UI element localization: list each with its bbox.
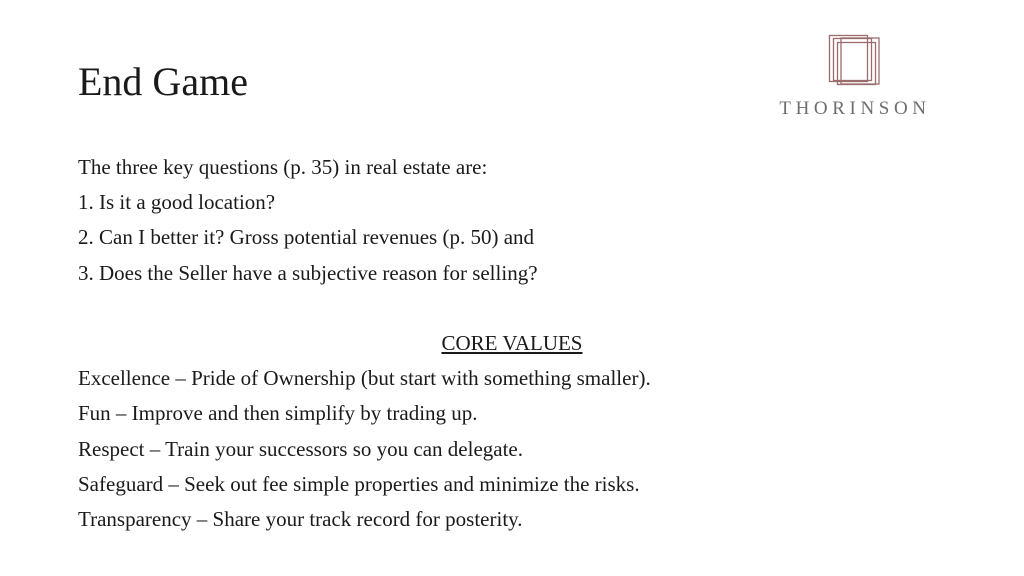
list-item-text: Can I better it? Gross potential revenues (p. 50) and [99, 225, 535, 250]
list-item [78, 185, 958, 220]
core-value-item: Respect – Train your successors so you can delegate. [78, 436, 523, 461]
intro-text: The three key questions (p. 35) in real estate are: [78, 155, 488, 179]
company-logo [770, 34, 940, 124]
list-item-text: Does the Seller have a subjective reason for selling? [99, 260, 538, 285]
core-value-item: Fun – Improve and then simplify by trading up. [78, 401, 478, 426]
core-value-item: Transparency – Share your track record for posterity. [78, 507, 523, 532]
slide-title: End Game [78, 59, 248, 104]
spacer [78, 291, 958, 326]
list-number: 1. [78, 190, 94, 215]
list-item [78, 220, 958, 255]
core-values-heading: CORE VALUES [441, 331, 583, 355]
logo-wordmark: THORINSON [779, 98, 931, 119]
slide-body [78, 150, 958, 537]
list-item-text: Is it a good location? [99, 190, 276, 215]
nested-squares-logo-icon [828, 34, 884, 90]
list-item [78, 256, 958, 291]
list-number: 2. [78, 225, 94, 250]
core-value-item: Safeguard – Seek out fee simple properties and minimize the risks. [78, 471, 640, 496]
core-value-item: Excellence – Pride of Ownership (but start with something smaller). [78, 366, 651, 391]
list-number: 3. [78, 260, 94, 285]
